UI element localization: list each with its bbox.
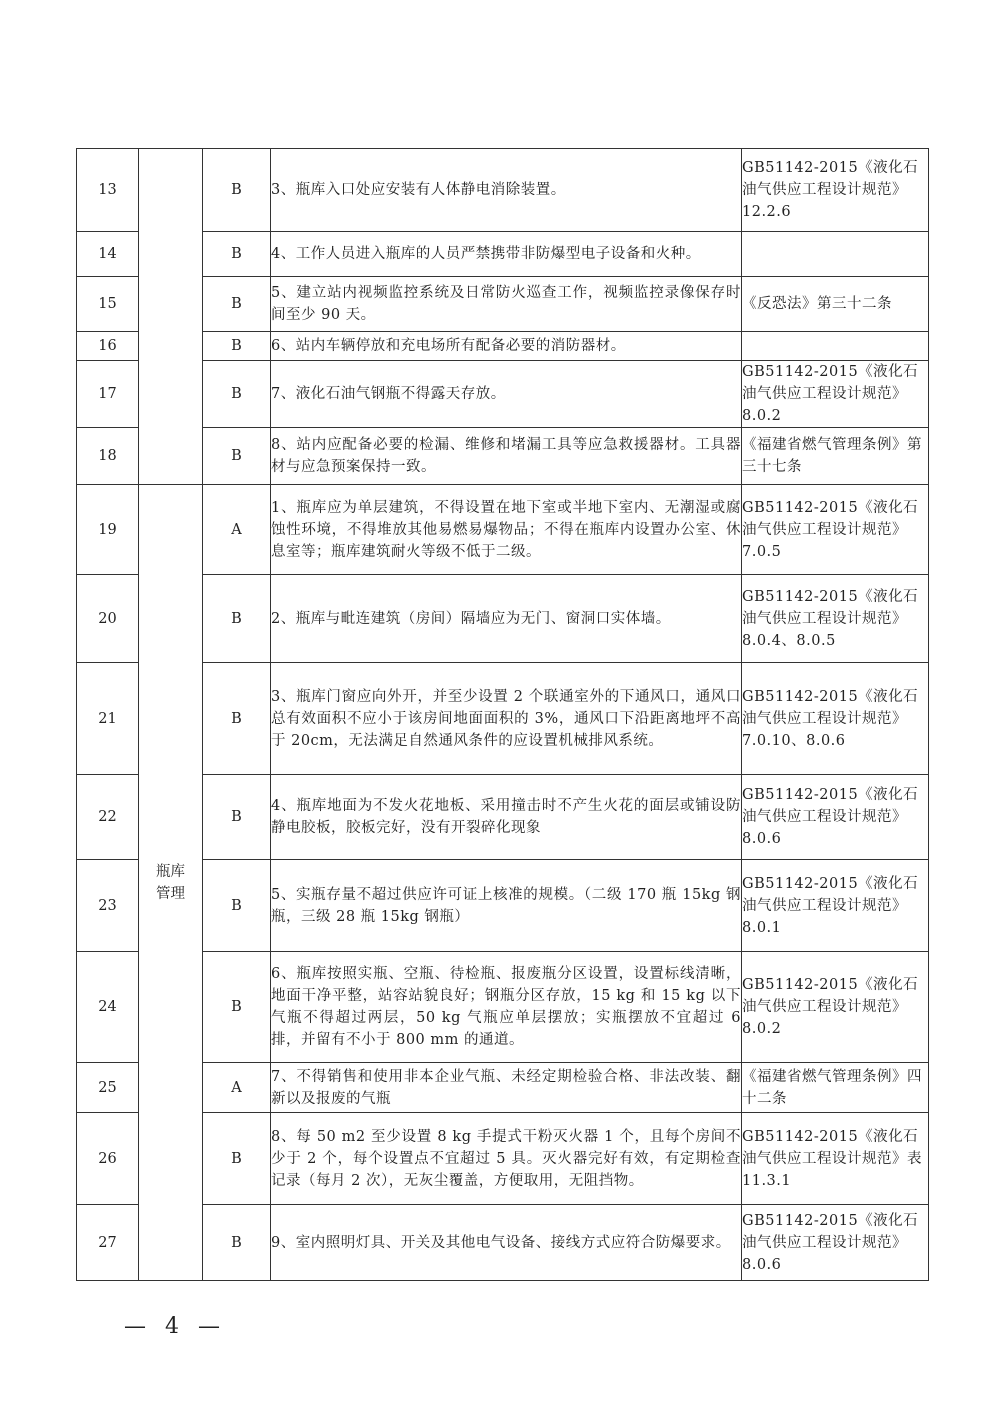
reference-text: 《福建省燃气管理条例》四十二条: [742, 1063, 929, 1113]
reference-text: GB51142-2015《液化石油气供应工程设计规范》8.0.1: [742, 860, 929, 952]
reference-text: GB51142-2015《液化石油气供应工程设计规范》8.0.6: [742, 1205, 929, 1281]
requirement-text: 9、室内照明灯具、开关及其他电气设备、接线方式应符合防爆要求。: [271, 1205, 742, 1281]
hazard-level: A: [203, 1063, 271, 1113]
hazard-level: B: [203, 860, 271, 952]
hazard-level: B: [203, 428, 271, 485]
reference-text: GB51142-2015《液化石油气供应工程设计规范》7.0.10、8.0.6: [742, 663, 929, 775]
requirement-text: 5、建立站内视频监控系统及日常防火巡查工作，视频监控录像保存时间至少 90 天。: [271, 277, 742, 332]
requirement-text: 5、实瓶存量不超过供应许可证上核准的规模。（二级 170 瓶 15kg 钢瓶，三级 28 瓶 15kg 钢瓶）: [271, 860, 742, 952]
table-row: [77, 1205, 929, 1281]
category-cell: [139, 485, 203, 1281]
category-label: 瓶库管理: [156, 863, 185, 902]
hazard-level: B: [203, 952, 271, 1063]
table-row: [77, 485, 929, 575]
requirement-text: 7、液化石油气钢瓶不得露天存放。: [271, 361, 742, 428]
table-row: [77, 361, 929, 428]
row-number: 24: [77, 952, 139, 1063]
row-number: 20: [77, 575, 139, 663]
hazard-level: B: [203, 663, 271, 775]
row-number: 26: [77, 1113, 139, 1205]
reference-text: [742, 332, 929, 361]
row-number: 25: [77, 1063, 139, 1113]
table-body: [77, 149, 929, 1281]
reference-text: GB51142-2015《液化石油气供应工程设计规范》7.0.5: [742, 485, 929, 575]
reference-text: GB51142-2015《液化石油气供应工程设计规范》8.0.4、8.0.5: [742, 575, 929, 663]
requirement-text: 8、每 50 m2 至少设置 8 kg 手提式干粉灭火器 1 个，且每个房间不少于 2 个，每个设置点不宜超过 5 具。灭火器完好有效，有定期检查记录（每月 2 次），无灰尘覆盖，方便取用，无阻挡物。: [271, 1113, 742, 1205]
reference-text: GB51142-2015《液化石油气供应工程设计规范》12.2.6: [742, 149, 929, 232]
requirement-text: 3、瓶库门窗应向外开，并至少设置 2 个联通室外的下通风口，通风口总有效面积不应小于该房间地面面积的 3%，通风口下沿距离地坪不高于 20cm，无法满足自然通风条件的应设置机械排风系统。: [271, 663, 742, 775]
reference-text: [742, 232, 929, 277]
hazard-level: B: [203, 361, 271, 428]
table-row: [77, 332, 929, 361]
row-number: 14: [77, 232, 139, 277]
row-number: 18: [77, 428, 139, 485]
row-number: 27: [77, 1205, 139, 1281]
hazard-level: B: [203, 1113, 271, 1205]
table-row: [77, 575, 929, 663]
requirement-text: 4、瓶库地面为不发火花地板、采用撞击时不产生火花的面层或铺设防静电胶板，胶板完好，没有开裂碎化现象: [271, 775, 742, 860]
hazard-level: B: [203, 149, 271, 232]
row-number: 16: [77, 332, 139, 361]
reference-text: 《福建省燃气管理条例》第三十七条: [742, 428, 929, 485]
reference-text: GB51142-2015《液化石油气供应工程设计规范》8.0.2: [742, 361, 929, 428]
hazard-level: B: [203, 277, 271, 332]
row-number: 21: [77, 663, 139, 775]
table-row: [77, 428, 929, 485]
table-row: [77, 149, 929, 232]
row-number: 13: [77, 149, 139, 232]
row-number: 23: [77, 860, 139, 952]
table-row: [77, 277, 929, 332]
table-row: [77, 860, 929, 952]
category-cell-blank: [139, 149, 203, 485]
table-row: [77, 1113, 929, 1205]
table-row: [77, 663, 929, 775]
table-row: [77, 1063, 929, 1113]
table-row: [77, 952, 929, 1063]
row-number: 15: [77, 277, 139, 332]
requirement-text: 8、站内应配备必要的检漏、维修和堵漏工具等应急救援器材。工具器材与应急预案保持一致。: [271, 428, 742, 485]
reference-text: GB51142-2015《液化石油气供应工程设计规范》表 11.3.1: [742, 1113, 929, 1205]
reference-text: GB51142-2015《液化石油气供应工程设计规范》8.0.6: [742, 775, 929, 860]
hazard-level: B: [203, 1205, 271, 1281]
requirement-text: 2、瓶库与毗连建筑（房间）隔墙应为无门、窗洞口实体墙。: [271, 575, 742, 663]
row-number: 17: [77, 361, 139, 428]
table-row: [77, 775, 929, 860]
hazard-level: B: [203, 575, 271, 663]
page-number: — 4 —: [124, 1314, 226, 1339]
inspection-checklist-table: [76, 148, 929, 1281]
requirement-text: 3、瓶库入口处应安装有人体静电消除装置。: [271, 149, 742, 232]
hazard-level: B: [203, 332, 271, 361]
requirement-text: 4、工作人员进入瓶库的人员严禁携带非防爆型电子设备和火种。: [271, 232, 742, 277]
requirement-text: 6、瓶库按照实瓶、空瓶、待检瓶、报废瓶分区设置，设置标线清晰，地面干净平整，站容站貌良好；钢瓶分区存放，15 kg 和 15 kg 以下气瓶不得超过两层，50 kg 气瓶应单层摆放；实瓶摆放不宜超过 6 排，并留有不小于 800 mm 的通道。: [271, 952, 742, 1063]
reference-text: 《反恐法》第三十二条: [742, 277, 929, 332]
row-number: 19: [77, 485, 139, 575]
reference-text: GB51142-2015《液化石油气供应工程设计规范》8.0.2: [742, 952, 929, 1063]
requirement-text: 1、瓶库应为单层建筑，不得设置在地下室或半地下室内、无潮湿或腐蚀性环境，不得堆放其他易燃易爆物品；不得在瓶库内设置办公室、休息室等；瓶库建筑耐火等级不低于二级。: [271, 485, 742, 575]
hazard-level: A: [203, 485, 271, 575]
table-row: [77, 232, 929, 277]
requirement-text: 6、站内车辆停放和充电场所有配备必要的消防器材。: [271, 332, 742, 361]
requirement-text: 7、不得销售和使用非本企业气瓶、未经定期检验合格、非法改装、翻新以及报废的气瓶: [271, 1063, 742, 1113]
row-number: 22: [77, 775, 139, 860]
hazard-level: B: [203, 232, 271, 277]
hazard-level: B: [203, 775, 271, 860]
